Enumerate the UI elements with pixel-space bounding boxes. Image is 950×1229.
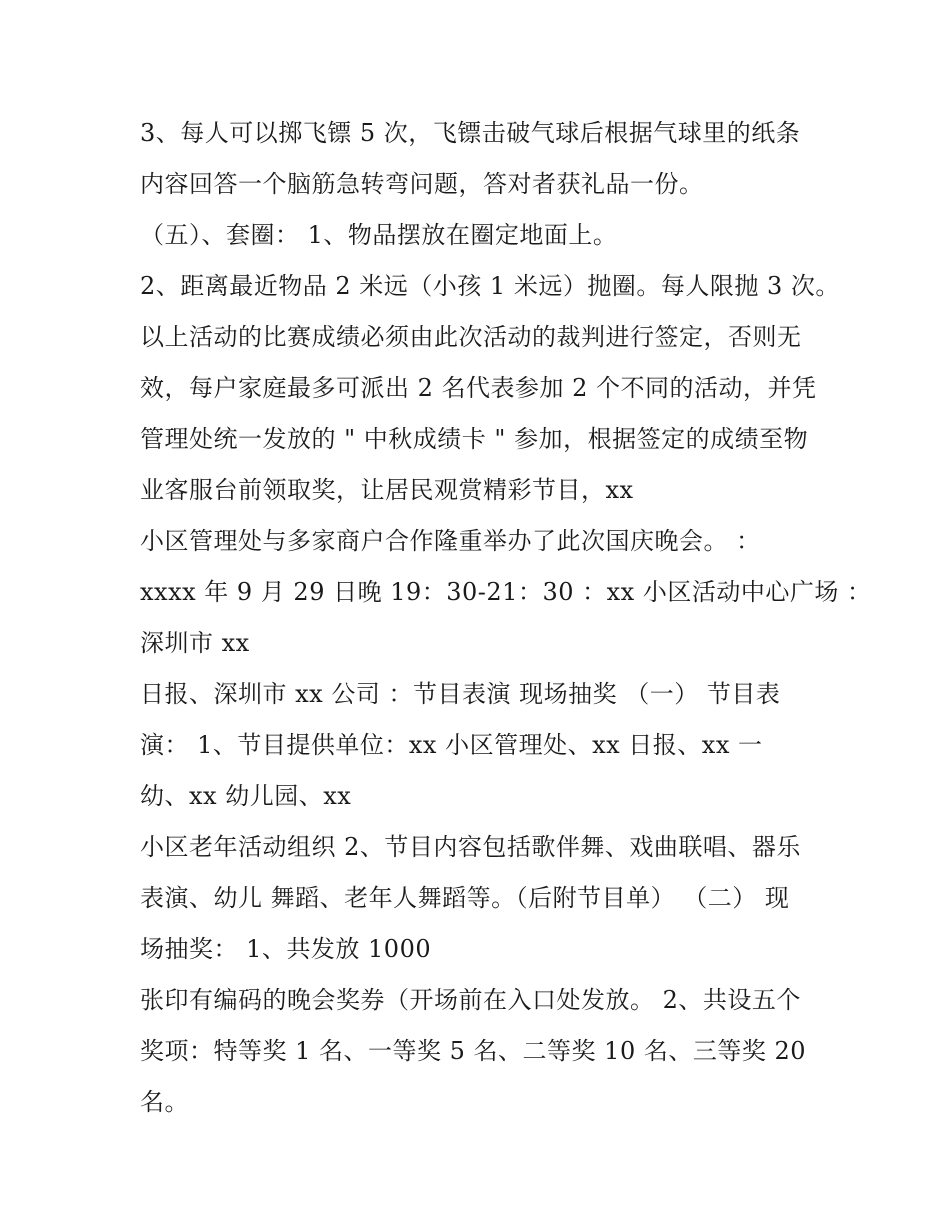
text-line: 小区管理处与多家商户合作隆重举办了此次国庆晚会。 ： <box>140 527 761 555</box>
text-line: 演： 1、节目提供单位：xx 小区管理处、xx 日报、xx 一 <box>140 731 763 759</box>
text-line: 效，每户家庭最多可派出 2 名代表参加 2 个不同的活动，并凭 <box>140 374 817 402</box>
text-line: 业客服台前领取奖，让居民观赏精彩节目，xx <box>140 476 634 504</box>
text-line: （五）、套圈： 1、物品摆放在圈定地面上。 <box>140 221 618 249</box>
text-line: 奖项：特等奖 1 名、一等奖 5 名、二等奖 10 名、三等奖 20 <box>140 1037 807 1065</box>
text-line: 以上活动的比赛成绩必须由此次活动的裁判进行签定，否则无 <box>140 323 802 351</box>
text-line: 深圳市 xx <box>140 629 250 657</box>
text-line: 小区老年活动组织 2、节目内容包括歌伴舞、戏曲联唱、器乐 <box>140 833 801 861</box>
text-line: 日报、深圳市 xx 公司 ：节目表演 现场抽奖 （一） 节目表 <box>140 680 781 708</box>
text-line: 3、每人可以掷飞镖 5 次，飞镖击破气球后根据气球里的纸条 <box>140 119 801 147</box>
body-text <box>140 108 872 1128</box>
text-line: 张印有编码的晚会奖券（开场前在入口处发放。 2、共设五个 <box>140 986 801 1014</box>
text-line: 内容回答一个脑筋急转弯问题，答对者获礼品一份。 <box>140 170 704 198</box>
text-line: 幼、xx 幼儿园、xx <box>140 782 352 810</box>
text-line: 2、距离最近物品 2 米远（小孩 1 米远）抛圈。每人限抛 3 次。 <box>140 272 840 300</box>
text-line: 名。 <box>140 1088 189 1116</box>
text-line: 表演、幼儿 舞蹈、老年人舞蹈等。（后附节目单） （二） 现 <box>140 884 790 912</box>
text-line: 管理处统一发放的 " 中秋成绩卡 " 参加，根据签定的成绩至物 <box>140 425 809 453</box>
text-line: xxxx 年 9 月 29 日晚 19：30-21：30 ：xx 小区活动中心广场 ： <box>140 578 872 606</box>
text-line: 场抽奖： 1、共发放 1000 <box>140 935 432 963</box>
